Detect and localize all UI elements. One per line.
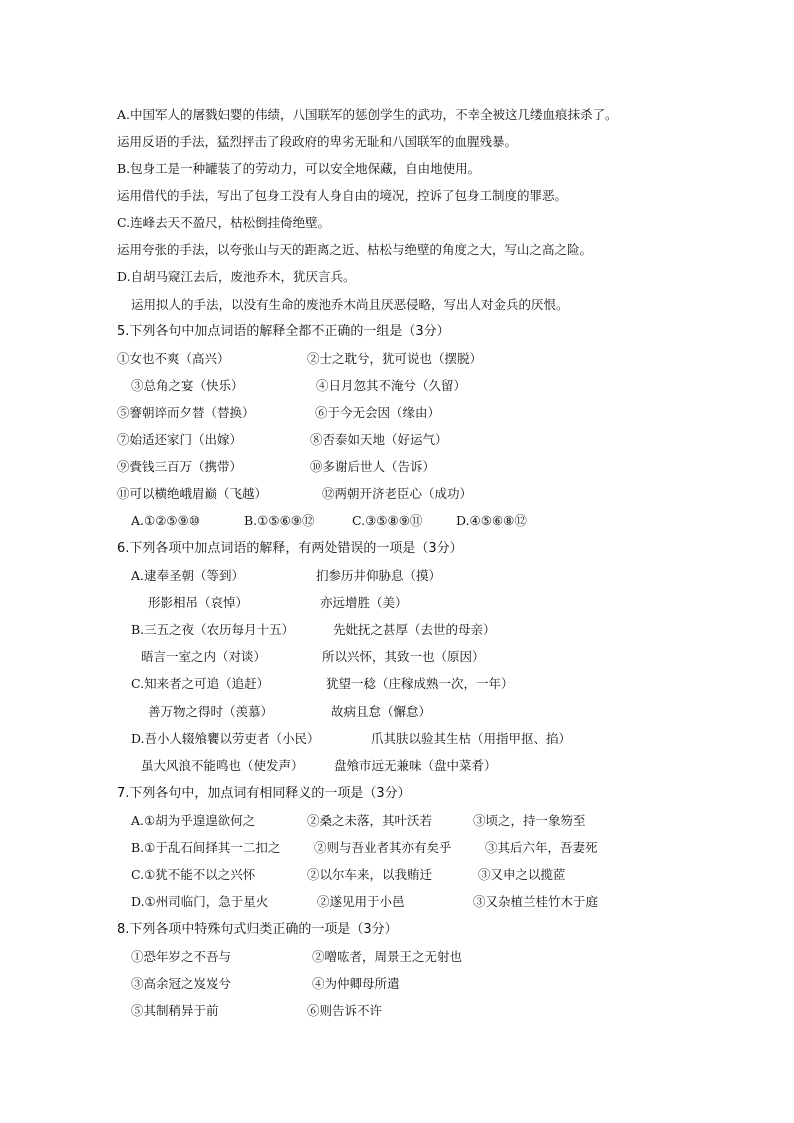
q5-item-row — [117, 459, 677, 475]
q4-option-d: D.自胡马窥江去后，废池乔木，犹厌言兵。 — [117, 269, 356, 284]
q6-item: 亦远增胜（美） — [320, 595, 408, 610]
q7-item: ③又申之以揽茝 — [478, 867, 566, 882]
q5-item: ②士之耽兮，犹可说也（摆脱） — [307, 351, 483, 366]
q7-item: B.①于乱石间择其一二扣之 — [131, 840, 281, 855]
q7-item: A.①胡为乎遑遑欲何之 — [131, 813, 256, 828]
q6-item: 犹望一稔（庄稼成熟一次，一年） — [326, 676, 514, 691]
q6-item: 形影相吊（哀悼） — [148, 595, 249, 610]
q5-item: ⑪可以横绝峨眉巅（飞越） — [117, 486, 268, 501]
q6-item: 善万物之得时（羡慕） — [148, 704, 274, 719]
q6-item: 盘飧市远无兼味（盘中菜肴） — [334, 758, 497, 773]
q6-row — [131, 622, 691, 638]
q8-item: ③高余冠之岌岌兮 — [131, 976, 232, 991]
q7-row — [131, 867, 691, 883]
q7-item: D.①州司临门，急于星火 — [131, 894, 269, 909]
q6-item: 所以兴怀，其致一也（原因） — [322, 649, 485, 664]
q6-item: A.逮奉圣朝（等到） — [131, 568, 245, 583]
q6-row — [131, 568, 691, 584]
q6-item: 晤言一室之内（对谈） — [141, 649, 267, 664]
q5-item: ⑨賫钱三百万（携带） — [117, 459, 243, 474]
q4-option-b: B.包身工是一种罐装了的劳动力，可以安全地保藏，自由地使用。 — [117, 161, 481, 176]
q7-item: ③顷之，持一象笏至 — [473, 813, 586, 828]
q7-item: ③又杂植兰桂竹木于庭 — [473, 894, 599, 909]
q4-option-a: A.中国军人的屠戮妇婴的伟绩，八国联军的惩创学生的武功，不幸全被这几缕血痕抹杀了。 — [117, 107, 618, 122]
q7-item: ②以尔车来，以我贿迁 — [307, 867, 433, 882]
q6-row — [148, 704, 708, 720]
q6-item: 先妣抚之甚厚（去世的母亲） — [333, 622, 496, 637]
q8-row — [131, 1003, 691, 1019]
q5-item: ⑥于今无会因（缘由） — [315, 405, 441, 420]
q8-row — [131, 976, 691, 992]
q7-item: ③其后六年，吾妻死 — [485, 840, 598, 855]
q5-item-row — [117, 405, 677, 421]
q6-item: 故病且怠（懈怠） — [331, 704, 432, 719]
q8-item: ④为仲卿母所遣 — [312, 976, 400, 991]
q6-row — [141, 649, 701, 665]
q5-option-a: A.①②⑤⑨⑩ — [131, 513, 201, 528]
q5-title: 5.下列各句中加点词语的解释全都不正确的一组是（3分） — [117, 324, 450, 339]
q6-row — [148, 595, 708, 611]
q5-item: ③总角之宴（快乐） — [131, 378, 244, 393]
q6-item: C.知来者之可追（追赶） — [131, 676, 270, 691]
q5-option-c: C.③⑤⑧⑨⑪ — [352, 513, 423, 528]
q8-row — [131, 949, 691, 965]
q8-item: ⑤其制稍异于前 — [131, 1003, 219, 1018]
q8-item: ⑥则告诉不许 — [307, 1003, 383, 1018]
q7-row — [131, 840, 691, 856]
q7-row — [131, 894, 691, 910]
q6-item: 扪参历井仰胁息（摸） — [316, 568, 442, 583]
q5-option-d: D.④⑤⑥⑧⑫ — [456, 513, 527, 528]
q6-item: B.三五之夜（农历每月十五） — [131, 622, 295, 637]
q4-option-a-explanation: 运用反语的手法，猛烈抨击了段政府的卑劣无耻和八国联军的血腥残暴。 — [117, 134, 518, 149]
q7-item: C.①犹不能不以之兴怀 — [131, 867, 256, 882]
q7-item: ②则与吾业者其亦有矣乎 — [314, 840, 452, 855]
q6-row — [131, 676, 691, 692]
q6-row — [141, 758, 701, 774]
q6-row — [131, 731, 731, 747]
q7-title: 7.下列各句中，加点词有相同释义的一项是（3分） — [117, 786, 411, 801]
q5-item: ⑤謇朝谇而夕替（替换） — [117, 405, 255, 420]
q5-item-row — [117, 486, 677, 502]
q4-option-c: C.连峰去天不盈尺，枯松倒挂倚绝壁。 — [117, 215, 331, 230]
q8-title: 8.下列各项中特殊句式归类正确的一项是（3分） — [117, 922, 398, 937]
q5-item-row — [117, 432, 677, 448]
q4-option-b-explanation: 运用借代的手法，写出了包身工没有人身自由的境况，控诉了包身工制度的罪恶。 — [117, 188, 568, 203]
q5-item-row — [131, 378, 691, 394]
q6-item: D.吾小人辍飧饔以劳吏者（小民） — [131, 731, 320, 746]
q7-item: ②桑之未落，其叶沃若 — [307, 813, 433, 828]
q8-item: ②噌吰者，周景王之无射也 — [312, 949, 463, 964]
q7-row — [131, 813, 691, 829]
q5-item: ⑩多谢后世人（告诉） — [310, 459, 436, 474]
q5-item: ⑧否泰如天地（好运气） — [310, 432, 448, 447]
q4-option-c-explanation: 运用夸张的手法，以夸张山与天的距离之近、枯松与绝壁的角度之大，写山之高之险。 — [117, 242, 593, 257]
q8-item: ①恐年岁之不吾与 — [131, 949, 232, 964]
q5-item: ①女也不爽（高兴） — [117, 351, 230, 366]
q6-item: 爪其肤以验其生枯（用指甲抠、掐） — [371, 731, 572, 746]
q5-option-b: B.①⑤⑥⑨⑫ — [244, 513, 315, 528]
q5-item: ⑦始适还家门（出嫁） — [117, 432, 243, 447]
q6-title: 6.下列各项中加点词语的解释，有两处错误的一项是（3分） — [117, 541, 463, 556]
q5-item: ⑫两朝开济老臣心（成功） — [322, 486, 473, 501]
q4-option-d-explanation: 运用拟人的手法，以没有生命的废池乔木尚且厌恶侵略，写出人对金兵的厌恨。 — [131, 297, 569, 312]
q7-item: ②遂见用于小邑 — [317, 894, 405, 909]
q5-item: ④日月忽其不淹兮（久留） — [316, 378, 467, 393]
q6-item: 虽大风浪不能鸣也（使发声） — [141, 758, 304, 773]
q5-item-row — [117, 351, 677, 367]
q5-options — [131, 513, 631, 529]
